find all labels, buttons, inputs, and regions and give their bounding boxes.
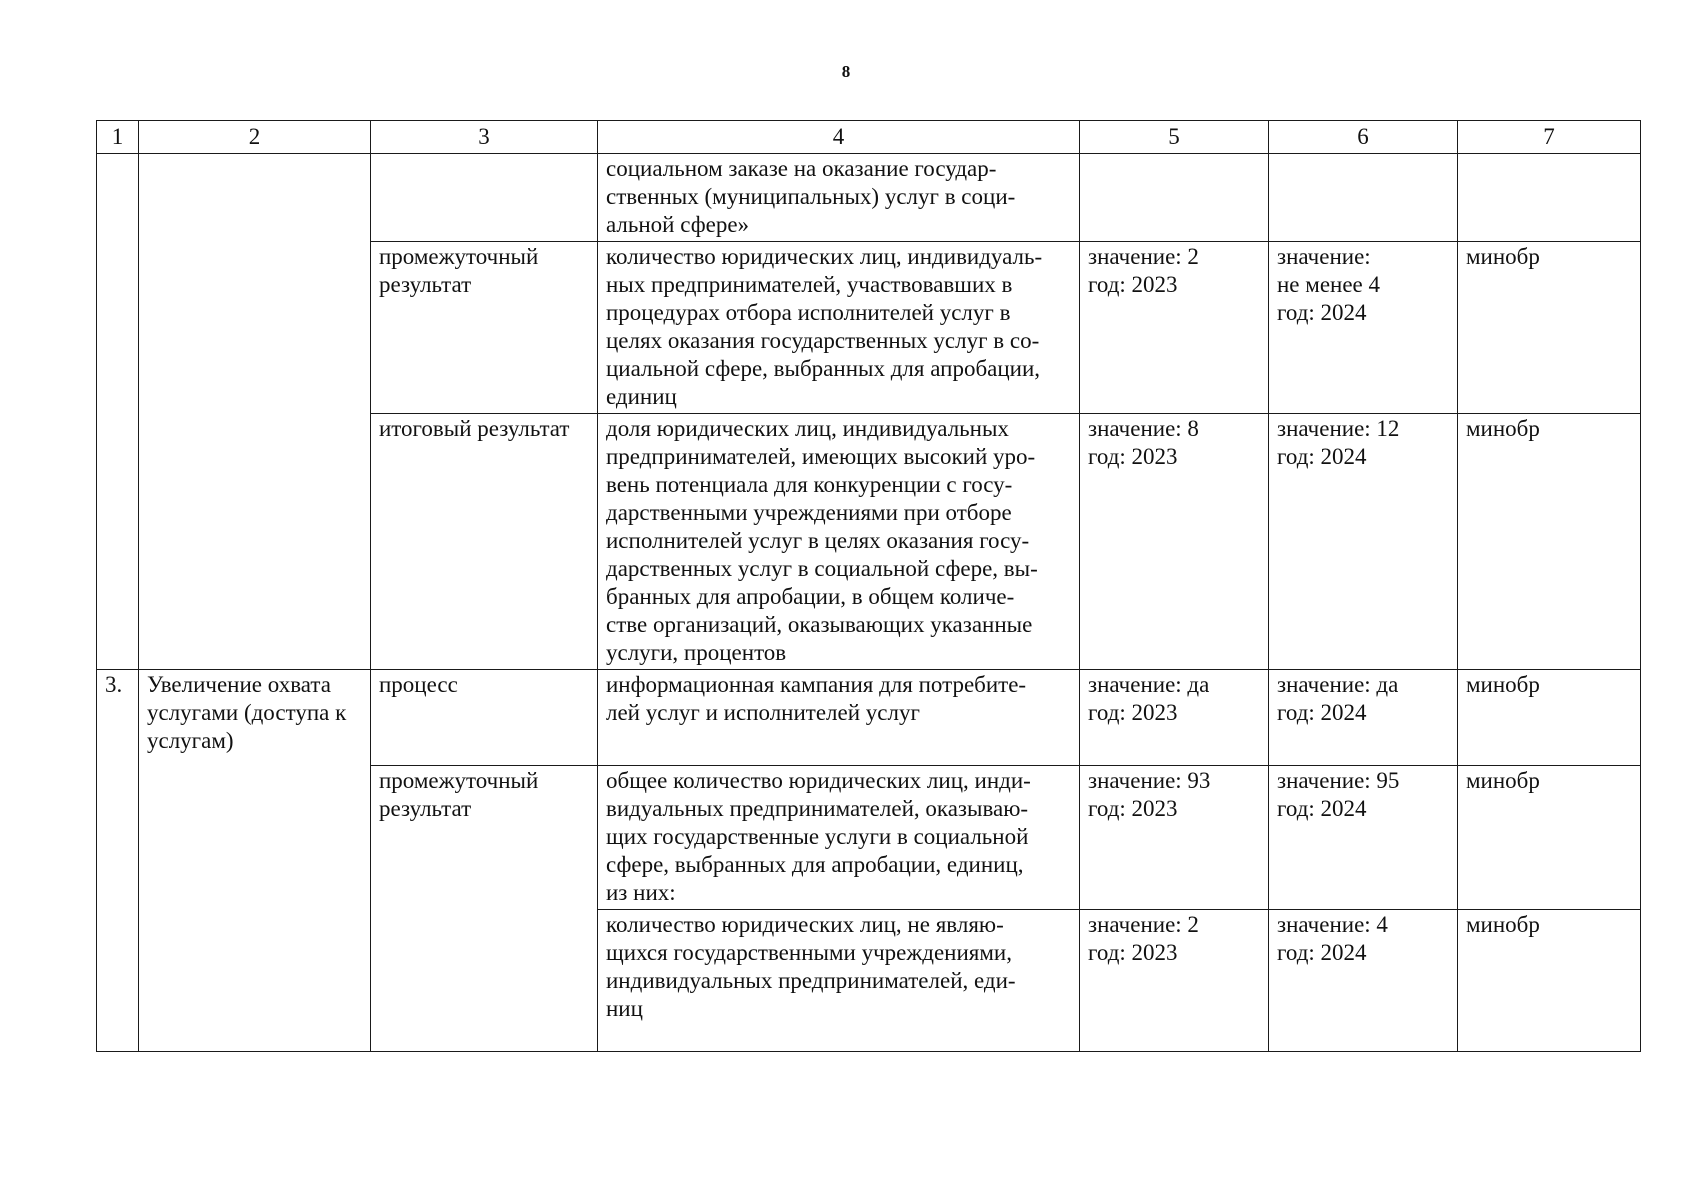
result-type: итоговый результат [371, 414, 598, 670]
base-value: значение: 2 год: 2023 [1080, 910, 1269, 1052]
target-value [1269, 154, 1458, 242]
base-value: значение: 8 год: 2023 [1080, 414, 1269, 670]
responsible: минобр [1458, 766, 1641, 910]
target-value: значение: не менее 4 год: 2024 [1269, 242, 1458, 414]
base-value [1080, 154, 1269, 242]
header-col-6: 6 [1269, 121, 1458, 154]
result-type: промежуточный результат [371, 242, 598, 414]
responsible: минобр [1458, 414, 1641, 670]
target-value: значение: 4 год: 2024 [1269, 910, 1458, 1052]
task-name [139, 154, 371, 670]
table-row [97, 154, 1641, 242]
results-table [96, 120, 1641, 1052]
header-col-4: 4 [598, 121, 1080, 154]
row-number [97, 154, 139, 670]
responsible [1458, 154, 1641, 242]
result-type: промежуточный результат [371, 766, 598, 1052]
header-col-7: 7 [1458, 121, 1641, 154]
header-col-1: 1 [97, 121, 139, 154]
header-row [97, 121, 1641, 154]
table-row [97, 670, 1641, 766]
indicator-text: информационная кампания для потребите- лей услуг и исполнителей услуг [598, 670, 1080, 766]
indicator-text: доля юридических лиц, индивидуальных предпринимателей, имеющих высокий уро- вень потенциала для конкуренции с госу- дарственными учреждениями при отборе исполнителей услуг в целях оказания госу- дарственных услуг в социальной сфере, вы- бранных для апробации, в общем количе- стве организаций, оказывающих указанные услуги, процентов [598, 414, 1080, 670]
base-value: значение: да год: 2023 [1080, 670, 1269, 766]
target-value: значение: да год: 2024 [1269, 670, 1458, 766]
indicator-text: общее количество юридических лиц, инди- видуальных предпринимателей, оказываю- щих государственные услуги в социальной сфере, выбранных для апробации, единиц, из них: [598, 766, 1080, 910]
header-col-3: 3 [371, 121, 598, 154]
target-value: значение: 95 год: 2024 [1269, 766, 1458, 910]
header-col-2: 2 [139, 121, 371, 154]
responsible: минобр [1458, 670, 1641, 766]
responsible: минобр [1458, 242, 1641, 414]
header-col-5: 5 [1080, 121, 1269, 154]
indicator-text: количество юридических лиц, индивидуаль- ных предпринимателей, участвовавших в процедурах отбора исполнителей услуг в целях оказания государственных услуг в со- циальной сфере, выбранных для апробации, единиц [598, 242, 1080, 414]
base-value: значение: 93 год: 2023 [1080, 766, 1269, 910]
task-name: Увеличение охвата услугами (доступа к услугам) [139, 670, 371, 1052]
responsible: минобр [1458, 910, 1641, 1052]
row-number: 3. [97, 670, 139, 1052]
result-type [371, 154, 598, 242]
indicator-text: социальном заказе на оказание государ- ственных (муниципальных) услуг в соци- альной сфере» [598, 154, 1080, 242]
base-value: значение: 2 год: 2023 [1080, 242, 1269, 414]
target-value: значение: 12 год: 2024 [1269, 414, 1458, 670]
result-type: процесс [371, 670, 598, 766]
indicator-text: количество юридических лиц, не являю- щихся государственными учреждениями, индивидуальных предпринимателей, еди- ниц [598, 910, 1080, 1052]
page-number: 8 [841, 62, 851, 81]
